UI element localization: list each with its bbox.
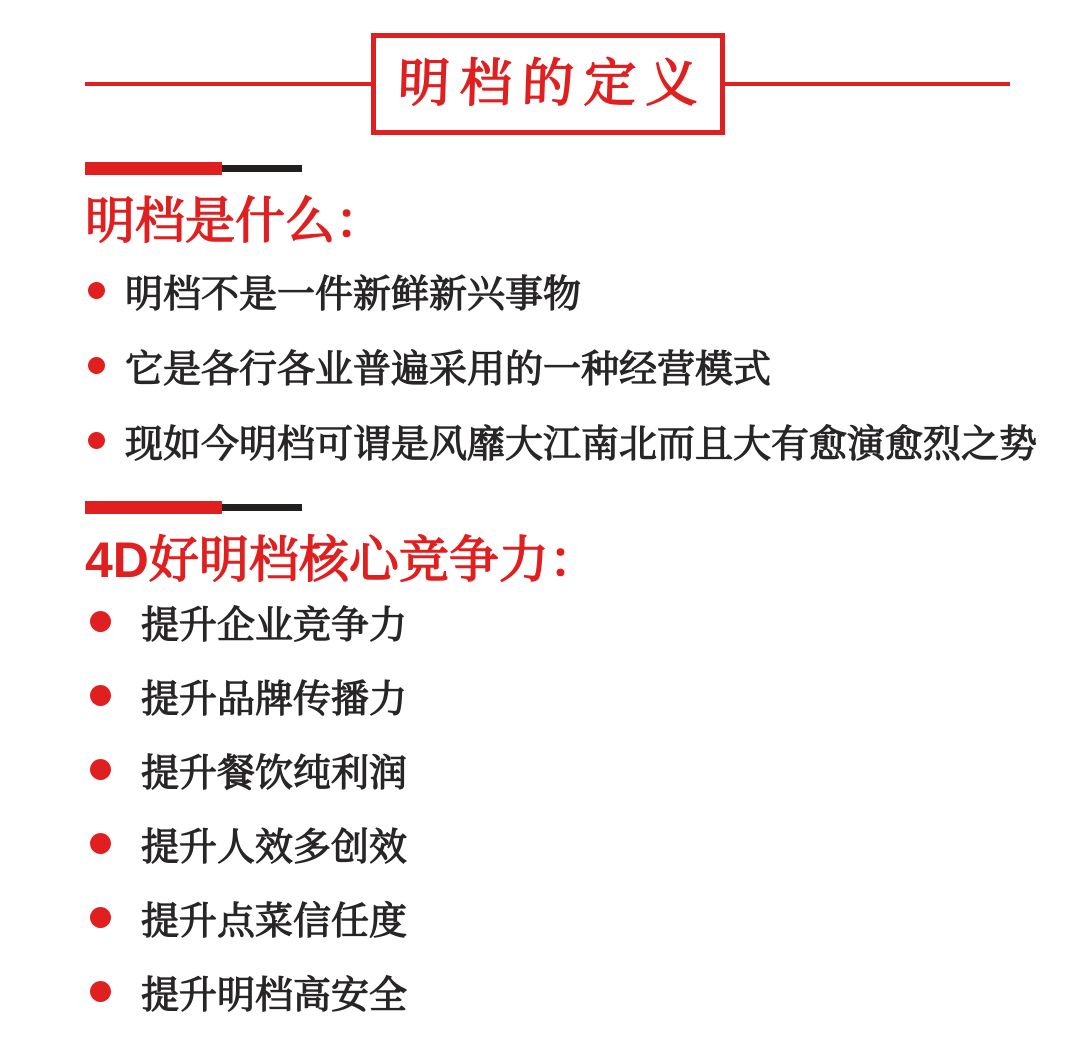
bullet-dot-icon (88, 432, 105, 449)
bullet-dot-icon (90, 759, 111, 780)
section-heading: 4D好明档核心竞争力： (85, 532, 599, 588)
divider-black-bar (222, 504, 302, 511)
section-4d-core-competitiveness (85, 501, 1020, 1028)
list-item-text: 提升人效多创效 (141, 826, 408, 869)
list-item (85, 253, 1020, 328)
list-item (85, 954, 1020, 1028)
section-what-is-mingdang (85, 162, 1038, 478)
list-item (85, 584, 1020, 658)
list-item-text: 明档不是一件新鲜新兴事物 (125, 274, 582, 316)
bullet-dot-icon (90, 833, 111, 854)
section-heading: 明档是什么： (85, 193, 385, 249)
bullet-dot-icon (90, 685, 111, 706)
section-divider (85, 501, 1020, 514)
bullet-dot-icon (90, 981, 111, 1002)
list-item-text: 提升餐饮纯利润 (141, 752, 408, 795)
bullet-dot-icon (90, 611, 111, 632)
list-item-text: 提升点菜信任度 (141, 900, 408, 943)
bullet-dot-icon (90, 907, 111, 928)
divider-red-bar (85, 162, 222, 175)
header-line-right (725, 82, 1011, 86)
divider-black-bar (222, 165, 302, 172)
list-item (85, 806, 1020, 880)
list-item-text: 提升品牌传播力 (141, 678, 408, 721)
divider-red-bar (85, 501, 222, 514)
header (0, 0, 1080, 135)
list-item-text: 现如今明档可谓是风靡大江南北而且大有愈演愈烈之势 (125, 424, 1038, 466)
list-item (85, 658, 1020, 732)
section-divider (85, 162, 1020, 175)
page-title: 明档的定义 (396, 55, 709, 113)
list-item (85, 403, 1038, 478)
list-item-text: 提升明档高安全 (141, 974, 408, 1017)
bullet-dot-icon (88, 282, 105, 299)
list-item (85, 880, 1020, 954)
bullet-list (85, 253, 1038, 478)
list-item (85, 732, 1020, 806)
list-item (85, 328, 1020, 403)
bullet-list (85, 584, 1020, 1028)
bullet-dot-icon (88, 357, 105, 374)
header-line-left (85, 82, 371, 86)
list-item-text: 提升企业竞争力 (141, 604, 408, 647)
title-box (371, 33, 725, 135)
list-item-text: 它是各行各业普遍采用的一种经营模式 (125, 349, 772, 391)
